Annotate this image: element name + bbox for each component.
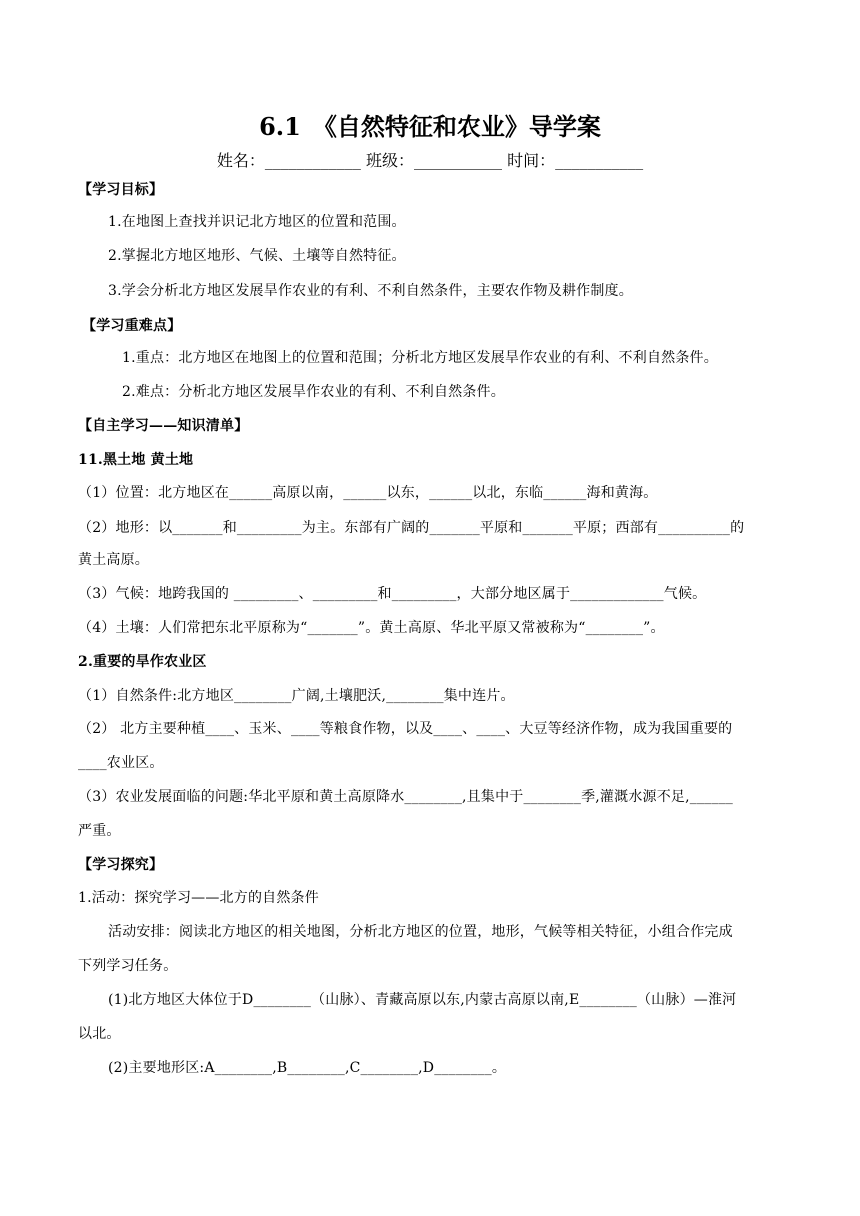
activity-line: 1.活动：探究学习——北方的自然条件 bbox=[78, 890, 319, 906]
fill-blank-line: ____农业区。 bbox=[78, 755, 164, 771]
page-title: 6.1 《自然特征和农业》导学案 bbox=[259, 112, 601, 141]
activity-line: 活动安排：阅读北方地区的相关地图，分析北方地区的位置，地形，气候等相关特征，小组合作完成 bbox=[108, 924, 733, 940]
fill-blank-line: （1）自然条件:北方地区________广阔,土壤肥沃,________集中连片。 bbox=[78, 688, 515, 704]
fill-blank-line: 严重。 bbox=[78, 823, 121, 839]
fill-blank-line: （2） 北方主要种植____、玉米、____等粮食作物，以及____、____、大豆等经济作物，成为我国重要的 bbox=[78, 721, 733, 737]
goal-item: 1.在地图上查找并识记北方地区的位置和范围。 bbox=[108, 214, 406, 230]
activity-line: (1)北方地区大体位于D________（山脉）、青藏高原以东,内蒙古高原以南,E________（山脉）—淮河 bbox=[108, 992, 737, 1008]
activity-line: 下列学习任务。 bbox=[78, 958, 178, 974]
goals-heading: 【学习目标】 bbox=[78, 182, 164, 198]
explore-heading: 【学习探究】 bbox=[78, 857, 164, 873]
fill-blank-line: 黄土高原。 bbox=[78, 552, 149, 568]
key-point-item: 1.重点：北方地区在地图上的位置和范围；分析北方地区发展旱作农业的有利、不利自然条件。 bbox=[122, 350, 718, 366]
self-study-heading: 【自主学习——知识清单】 bbox=[78, 418, 249, 434]
key-point-item: 2.难点：分析北方地区发展旱作农业的有利、不利自然条件。 bbox=[122, 384, 505, 400]
subsection-title: 11.黑土地 黄土地 bbox=[78, 452, 194, 468]
fill-blank-line: （3）农业发展面临的问题:华北平原和黄土高原降水________,且集中于________季,灌溉水源不足,______ bbox=[78, 789, 733, 805]
goal-item: 2.掌握北方地区地形、气候、土壤等自然特征。 bbox=[108, 248, 406, 264]
key-points-heading: 【学习重难点】 bbox=[82, 318, 182, 334]
fill-blank-line: （1）位置：北方地区在______高原以南，______以东，______以北，东临______海和黄海。 bbox=[78, 485, 658, 501]
fill-blank-line: （4）土壤：人们常把东北平原称为“_______”。黄土高原、华北平原又常被称为“________”。 bbox=[78, 620, 665, 636]
fill-blank-line: （2）地形：以_______和_________为主。东部有广阔的_______平原和_______平原；西部有__________的 bbox=[78, 520, 745, 536]
student-info-line: 姓名：____________ 班级：___________ 时间：___________ bbox=[216, 151, 644, 170]
goal-item: 3.学会分析北方地区发展旱作农业的有利、不利自然条件，主要农作物及耕作制度。 bbox=[108, 283, 633, 299]
activity-line: 以北。 bbox=[78, 1026, 121, 1042]
fill-blank-line: （3）气候：地跨我国的 _________、_________和_________，大部分地区属于_____________气候。 bbox=[78, 586, 707, 602]
subsection-title: 2.重要的旱作农业区 bbox=[78, 654, 207, 670]
activity-line: (2)主要地形区:A________,B________,C________,D________。 bbox=[108, 1060, 507, 1076]
